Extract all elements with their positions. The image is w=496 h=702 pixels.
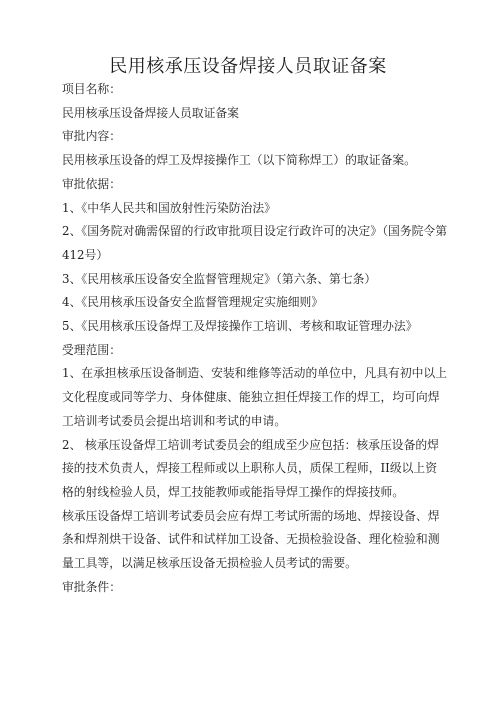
basis-item-2: 2、《国务院对确需保留的行政审批项目设定行政许可的决定》（国务院令第412号） xyxy=(62,224,448,262)
document-title: 民用核承压设备焊接人员取证备案 xyxy=(109,56,387,77)
scope-paragraph-3: 核承压设备焊工培训考试委员会应有焊工考试所需的场地、焊接设备、焊条和焊剂烘干设备、试件和试样加工设备、无损检验设备、理化检验和测量工具等，以满足核承压设备无损检验人员考试的需要。 xyxy=(62,508,440,571)
scope-item-1: 1、在承担核承压设备制造、安装和维修等活动的单位中，凡具有初中以上文化程度或同等学力、身体健康、能独立担任焊接工作的焊工，均可向焊工培训考试委员会提出培训和考试的申请。 xyxy=(62,366,448,428)
approval-content: 民用核承压设备的焊工及焊接操作工（以下简称焊工）的取证备案。 xyxy=(62,153,416,168)
document-body xyxy=(62,78,448,599)
label-project-name: 项目名称： xyxy=(62,82,121,96)
basis-item-5: 5、《民用核承压设备焊工及焊接操作工培训、考核和取证管理办法》 xyxy=(62,319,418,334)
label-approval-basis: 审批依据： xyxy=(62,176,121,191)
project-name: 民用核承压设备焊接人员取证备案 xyxy=(62,105,239,120)
label-approval-conditions: 审批条件： xyxy=(62,579,121,594)
label-approval-content: 审批内容： xyxy=(62,129,121,144)
label-scope: 受理范围： xyxy=(62,342,121,357)
basis-item-3: 3、《民用核承压设备安全监督管理规定》（第六条、第七条） xyxy=(62,271,377,286)
scope-item-2: 2、 核承压设备焊工培训考试委员会的组成至少应包括：核承压设备的焊接的技术负责人，焊接工程师或以上职称人员，质保工程师，II级以上资格的射线检验人员，焊工技能教师或能指导焊工操作的焊接技师。 xyxy=(62,437,439,499)
basis-item-4: 4、《民用核承压设备安全监督管理规定实施细则》 xyxy=(62,295,324,310)
basis-item-1: 1、《中华人民共和国放射性污染防治法》 xyxy=(62,200,276,215)
